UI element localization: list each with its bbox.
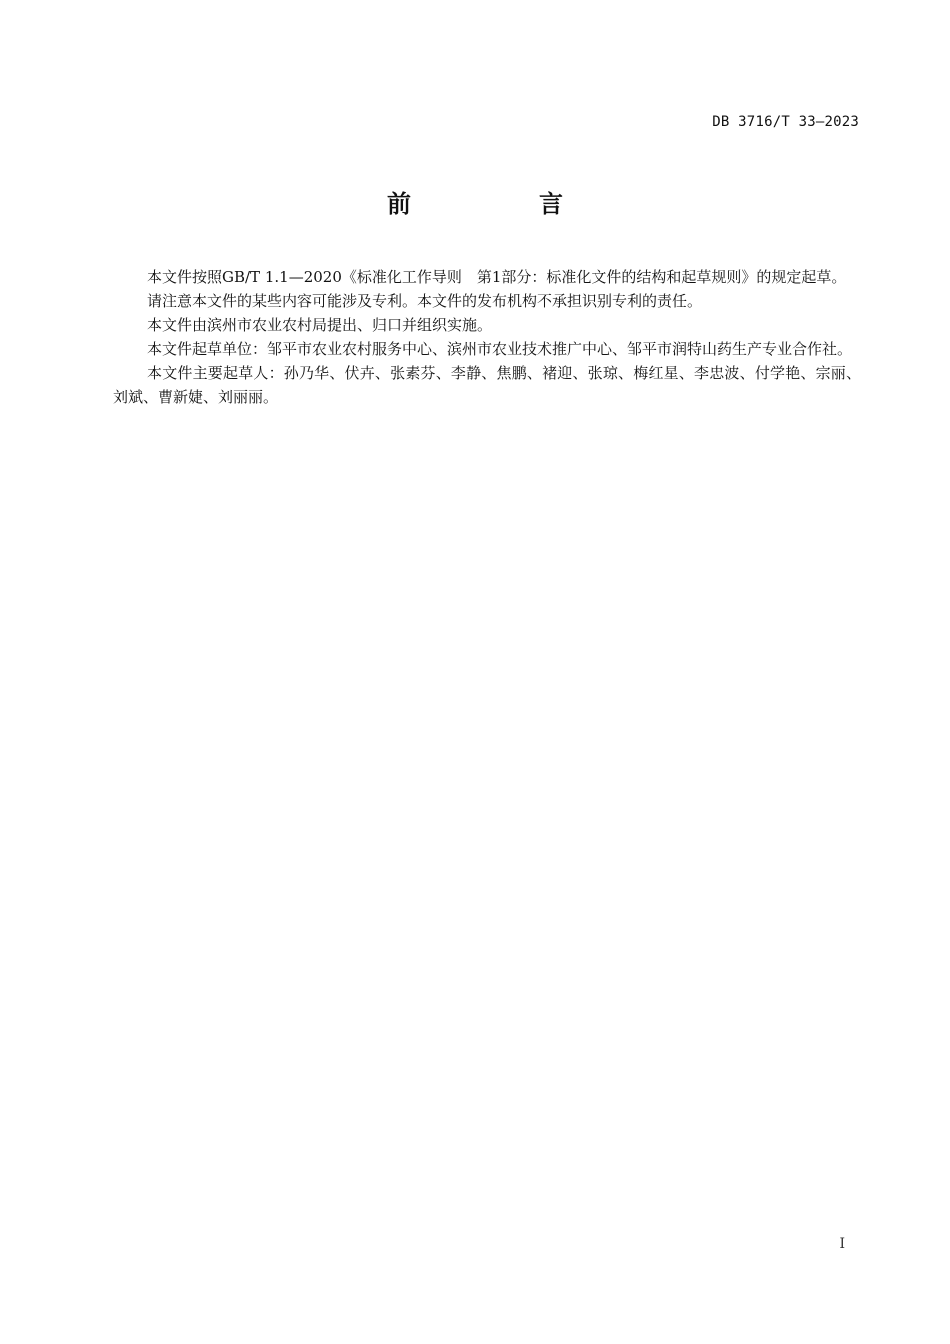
paragraph-patent-notice: 请注意本文件的某些内容可能涉及专利。本文件的发布机构不承担识别专利的责任。 [147,292,703,310]
document-code: DB 3716/T 33—2023 [712,114,859,130]
page-title: 前 言 [387,190,615,218]
foreword-body [113,265,861,409]
paragraph-drafting-units: 本文件起草单位：邹平市农业农村服务中心、滨州市农业技术推广中心、邹平市润特山药生产专业合作社。 [147,340,853,358]
paragraph-proposer: 本文件由滨州市农业农村局提出、归口并组织实施。 [147,316,493,334]
page-number: I [839,1236,845,1252]
paragraph-drafting-basis: 本文件按照GB/T 1.1—2020《标准化工作导则 第1部分：标准化文件的结构和起草规则》的规定起草。 [147,268,847,286]
paragraph-drafters: 本文件主要起草人：孙乃华、伏卉、张素芬、李静、焦鹏、褚迎、张琼、梅红星、李忠波、付学艳、宗丽、刘斌、曹新婕、刘丽丽。 [113,364,861,406]
